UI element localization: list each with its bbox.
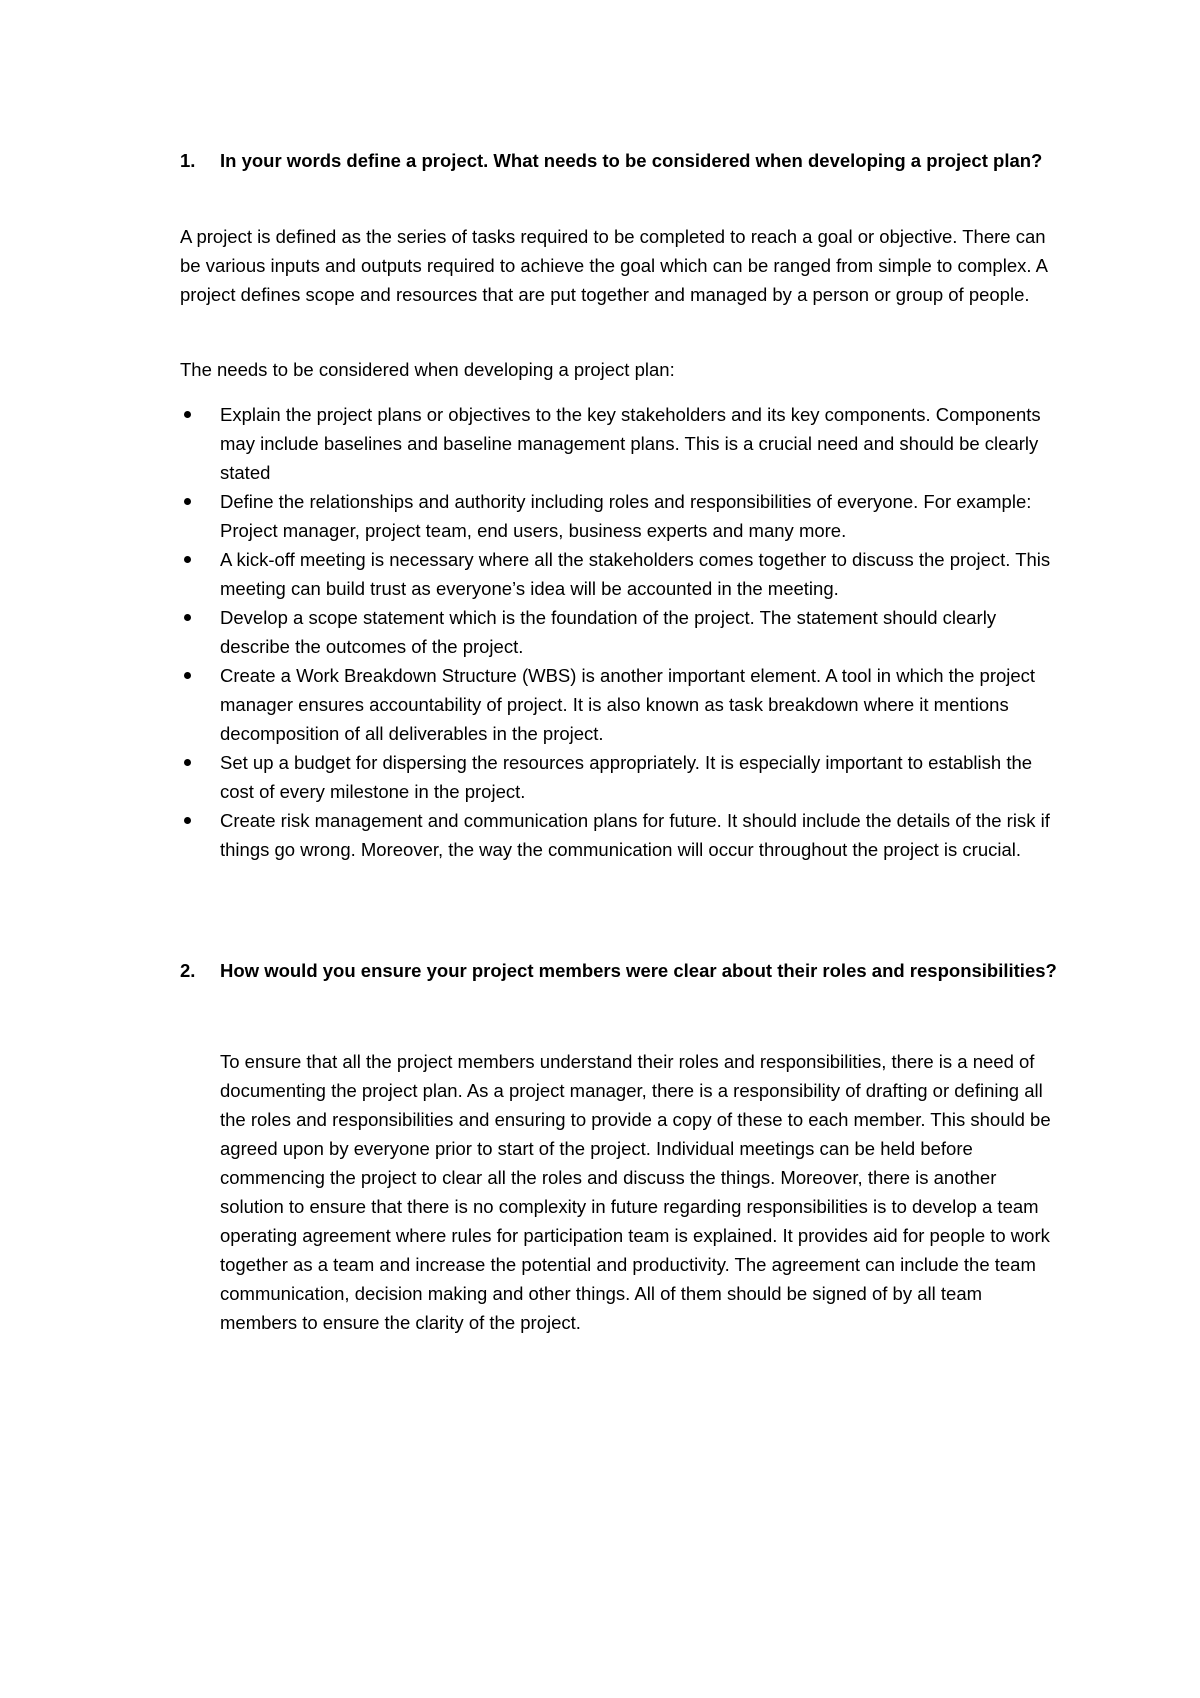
- question-2-number: 2.: [180, 960, 196, 981]
- bullet-icon: [184, 614, 191, 621]
- needs-intro-line: The needs to be considered when developing a project plan:: [180, 359, 675, 380]
- bullet-icon: [184, 498, 191, 505]
- bullet-icon: [184, 759, 191, 766]
- list-item: [180, 545, 1060, 603]
- question-1-text: In your words define a project. What needs to be considered when developing a project plan?: [220, 150, 1043, 171]
- question-2-heading: [180, 956, 1060, 985]
- list-item-text: Create a Work Breakdown Structure (WBS) is another important element. A tool in which the project manager ensures accountability of project. It is also known as task breakdown where it mentions decomposition of all deliverables in the project.: [220, 665, 1036, 744]
- needs-bullet-list: [180, 400, 1060, 864]
- question-1-heading: [180, 146, 1060, 175]
- list-item: [180, 661, 1060, 748]
- question-2-text: How would you ensure your project members were clear about their roles and responsibilities?: [220, 960, 1057, 981]
- bullet-icon: [184, 672, 191, 679]
- question-1-number: 1.: [180, 150, 196, 171]
- list-item-text: Set up a budget for dispersing the resources appropriately. It is especially important to establish the cost of every milestone in the project.: [220, 752, 1033, 802]
- list-item: [180, 400, 1060, 487]
- list-item: [180, 603, 1060, 661]
- list-item: [180, 806, 1060, 864]
- list-item-text: A kick-off meeting is necessary where all the stakeholders comes together to discuss the project. This meeting can build trust as everyone’s idea will be accounted in the meeting.: [220, 549, 1051, 599]
- list-item-text: Develop a scope statement which is the foundation of the project. The statement should clearly describe the outcomes of the project.: [220, 607, 997, 657]
- question-2-answer: To ensure that all the project members understand their roles and responsibilities, there is a need of documenting the project plan. As a project manager, there is a responsibility of drafting or defining all the roles and responsibilities and ensuring to provide a copy of these to each member. This should be agreed upon by everyone prior to start of the project. Individual meetings can be held before commencing the project to clear all the roles and discuss the things. Moreover, there is another solution to ensure that there is no complexity in future regarding responsibilities is to develop a team operating agreement where rules for participation team is explained. It provides aid for people to work together as a team and increase the potential and productivity. The agreement can include the team communication, decision making and other things. All of them should be signed of by all team members to ensure the clarity of the project.: [220, 1051, 1051, 1333]
- list-item: [180, 487, 1060, 545]
- list-item-text: Create risk management and communication plans for future. It should include the details of the risk if things go wrong. Moreover, the way the communication will occur throughout the project is crucial.: [220, 810, 1050, 860]
- list-item-text: Define the relationships and authority including roles and responsibilities of everyone. For example: Project manager, project team, end users, business experts and many more.: [220, 491, 1032, 541]
- bullet-icon: [184, 411, 191, 418]
- list-item-text: Explain the project plans or objectives to the key stakeholders and its key components. Components may include baselines and baseline management plans. This is a crucial need and should be clearly stated: [220, 404, 1041, 483]
- bullet-icon: [184, 817, 191, 824]
- bullet-icon: [184, 556, 191, 563]
- list-item: [180, 748, 1060, 806]
- question-1-answer: A project is defined as the series of tasks required to be completed to reach a goal or objective. There can be various inputs and outputs required to achieve the goal which can be ranged from simple to complex. A project defines scope and resources that are put together and managed by a person or group of people.: [180, 226, 1047, 305]
